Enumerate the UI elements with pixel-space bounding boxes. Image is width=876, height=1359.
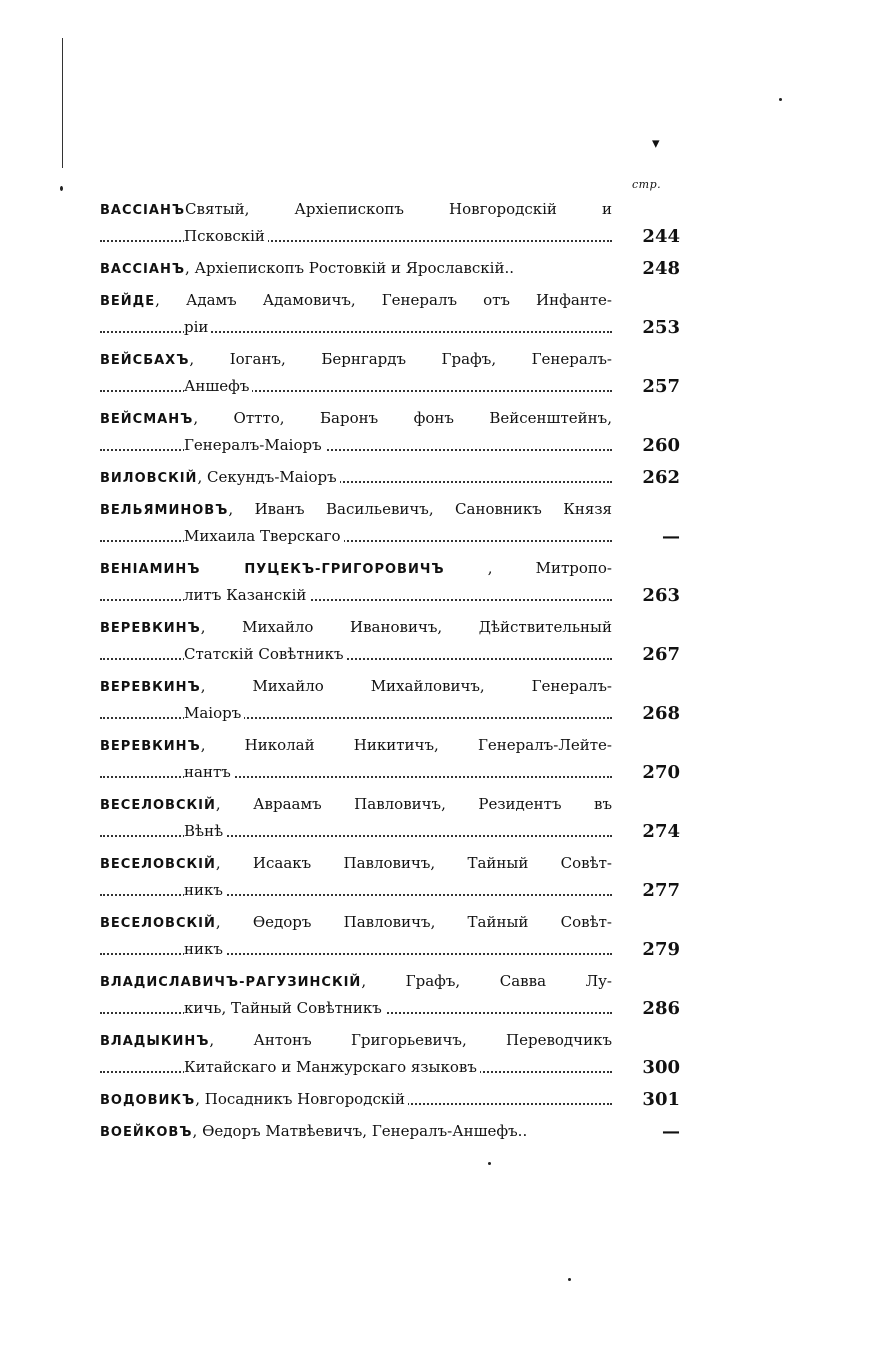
index-entry: ВЕЙСБАХЪ, Іоганъ, Бернгардъ Графъ, Генералъ- Аншефъ 257 (100, 346, 680, 400)
entry-desc: Іоганъ, Бернгардъ Графъ, Генералъ- (229, 350, 612, 368)
entry-page: 263 (642, 585, 680, 606)
entry-name: ВОДОВИКЪ (100, 1093, 196, 1108)
entry-page: 277 (642, 880, 680, 901)
index-entry: ВАССІАНЪ, Архіепископъ Ростовкій и Ярославскій.. 248 (100, 255, 680, 282)
scan-speck (488, 1162, 491, 1165)
entry-desc-cont: никъ (184, 881, 226, 899)
entry-desc-cont: ріи (184, 318, 211, 336)
entry-page: 267 (642, 644, 680, 665)
entry-name: ВЕЙСБАХЪ (100, 353, 190, 368)
index-entry: ВОДОВИКЪ, Посадникъ Новгородскій 301 (100, 1086, 680, 1113)
entry-name: ВЕЙСМАНЪ (100, 412, 194, 427)
index-entry: ВЕРЕВКИНЪ, Михайло Ивановичъ, Дѣйствительный Статскій Совѣтникъ 267 (100, 614, 680, 668)
entry-page: — (662, 526, 680, 547)
entry-desc: Авраамъ Павловичъ, Резидентъ въ (253, 795, 612, 813)
entry-page: 286 (642, 998, 680, 1019)
index-entry: ВЕРЕВКИНЪ, Николай Никитичъ, Генералъ-Лейте- нантъ 270 (100, 732, 680, 786)
entry-desc: Графъ, Савва Лу- (405, 972, 612, 990)
entry-desc: Иванъ Васильевичъ, Сановникъ Князя (254, 500, 612, 518)
entry-desc-cont: Псковскій (184, 227, 268, 245)
entry-desc: Антонъ Григорьевичъ, Переводчикъ (253, 1031, 612, 1049)
entry-desc: Архіепископъ Ростовкій и Ярославскій.. (194, 259, 514, 277)
index-entry: ВЕЙСМАНЪ, Оттто, Баронъ фонъ Вейсенштейнъ, Генералъ-Маіоръ 260 (100, 405, 680, 459)
entry-page: 268 (642, 703, 680, 724)
entry-page: 270 (642, 762, 680, 783)
entry-page: 262 (642, 467, 680, 488)
entry-name: ВЛАДЫКИНЪ (100, 1034, 210, 1049)
index-entry: ВЕСЕЛОВСКІЙ, Ѳедоръ Павловичъ, Тайный Совѣт- никъ 279 (100, 909, 680, 963)
index-entry: ВЕРЕВКИНЪ, Михайло Михайловичъ, Генералъ- Маіоръ 268 (100, 673, 680, 727)
entry-desc: Ѳедоръ Павловичъ, Тайный Совѣт- (252, 913, 612, 931)
index-entry: ВЕСЕЛОВСКІЙ, Исаакъ Павловичъ, Тайный Совѣт- никъ 277 (100, 850, 680, 904)
entry-desc: Секундъ-Маіоръ (206, 468, 337, 486)
scan-speck (568, 1278, 571, 1281)
entry-desc-cont: Аншефъ (184, 377, 252, 395)
entry-desc: Николай Никитичъ, Генералъ-Лейте- (244, 736, 612, 754)
entry-desc-cont: литъ Казанскій (184, 586, 309, 604)
entry-name: ВЕРЕВКИНЪ (100, 680, 201, 695)
index-entry: ВЕЙДЕ, Адамъ Адамовичъ, Генералъ отъ Инфанте- ріи 253 (100, 287, 680, 341)
entry-desc: Михайло Михайловичъ, Генералъ- (252, 677, 612, 695)
entry-desc-cont: Китайскаго и Манжурскаго языковъ (184, 1058, 480, 1076)
entry-name: ВЕРЕВКИНЪ (100, 621, 201, 636)
entry-desc-cont: никъ (184, 940, 226, 958)
entry-name: ВЕЙДЕ (100, 294, 156, 309)
entry-name: ВЕСЕЛОВСКІЙ (100, 857, 216, 872)
index-entry: ВЛАДИСЛАВИЧЪ-РАГУЗИНСКІЙ, Графъ, Савва Лу- кичь, Тайный Совѣтникъ 286 (100, 968, 680, 1022)
entry-page: 253 (642, 317, 680, 338)
scan-speck (779, 98, 782, 101)
index-entry (100, 555, 680, 609)
entry-name: ВЕРЕВКИНЪ (100, 739, 201, 754)
entry-desc: Святый, Архіепископъ Новгородскій и (185, 200, 612, 218)
entry-desc: Ѳедоръ Матвѣевичъ, Генералъ-Аншефъ.. (202, 1122, 528, 1140)
index-entry: ВОЕЙКОВЪ, Ѳедоръ Матвѣевичъ, Генералъ-Аншефъ.. — (100, 1118, 680, 1145)
index-entry: ВЛАДЫКИНЪ, Антонъ Григорьевичъ, Переводчикъ Китайскаго и Манжурскаго языковъ 300 (100, 1027, 680, 1081)
entry-name: ВЕЛЬЯМИНОВЪ (100, 503, 229, 518)
scan-edge-line (62, 38, 63, 168)
entry-desc: Оттто, Баронъ фонъ Вейсенштейнъ, (233, 409, 612, 427)
entry-desc: Михайло Ивановичъ, Дѣйствительный (242, 618, 612, 636)
entry-desc-cont: нантъ (184, 763, 234, 781)
entry-page: 300 (642, 1057, 680, 1078)
entry-desc: , Митропо- (487, 559, 612, 577)
page-column-label: стр. (632, 178, 662, 191)
entry-desc-cont: Статскій Совѣтникъ (184, 645, 347, 663)
entry-page: 279 (642, 939, 680, 960)
entry-page: 244 (642, 226, 680, 247)
entry-page: 248 (642, 258, 680, 279)
entry-desc-cont: Вѣнѣ (184, 822, 226, 840)
entry-desc: Адамъ Адамовичъ, Генералъ отъ Инфанте- (185, 291, 612, 309)
entry-page: 274 (642, 821, 680, 842)
entry-page: 260 (642, 435, 680, 456)
entry-name: ВИЛОВСКІЙ (100, 471, 198, 486)
index-list (100, 196, 680, 1150)
page-mark: ▾ (652, 134, 660, 152)
index-entry: ВЕСЕЛОВСКІЙ, Авраамъ Павловичъ, Резидентъ въ Вѣнѣ 274 (100, 791, 680, 845)
entry-name: ВАССІАНЪ (100, 203, 186, 218)
index-entry: ВЕЛЬЯМИНОВЪ, Иванъ Васильевичъ, Сановникъ Князя Михаила Тверскаго — (100, 496, 680, 550)
entry-name: ВЕСЕЛОВСКІЙ (100, 916, 216, 931)
entry-page: — (662, 1121, 680, 1142)
scan-speck (60, 186, 63, 191)
entry-desc: Исаакъ Павловичъ, Тайный Совѣт- (252, 854, 612, 872)
entry-desc-cont: Генералъ-Маіоръ (184, 436, 325, 454)
entry-desc-cont: Маіоръ (184, 704, 244, 722)
entry-name: ВЛАДИСЛАВИЧЪ-РАГУЗИНСКІЙ (100, 975, 362, 990)
entry-desc-cont: кичь, Тайный Совѣтникъ (184, 999, 385, 1017)
entry-page: 301 (642, 1089, 680, 1110)
entry-desc: Посадникъ Новгородскій (204, 1090, 406, 1108)
entry-name: ВАССІАНЪ (100, 262, 186, 277)
entry-desc-cont: Михаила Тверскаго (184, 527, 344, 545)
entry-name: ВЕСЕЛОВСКІЙ (100, 798, 216, 813)
index-entry: ВИЛОВСКІЙ, Секундъ-Маіоръ 262 (100, 464, 680, 491)
index-entry (100, 196, 680, 250)
entry-page: 257 (642, 376, 680, 397)
entry-name: ВЕНІАМИНЪ ПУЦЕКЪ-ГРИГОРОВИЧЪ (100, 562, 445, 577)
entry-name: ВОЕЙКОВЪ (100, 1125, 193, 1140)
